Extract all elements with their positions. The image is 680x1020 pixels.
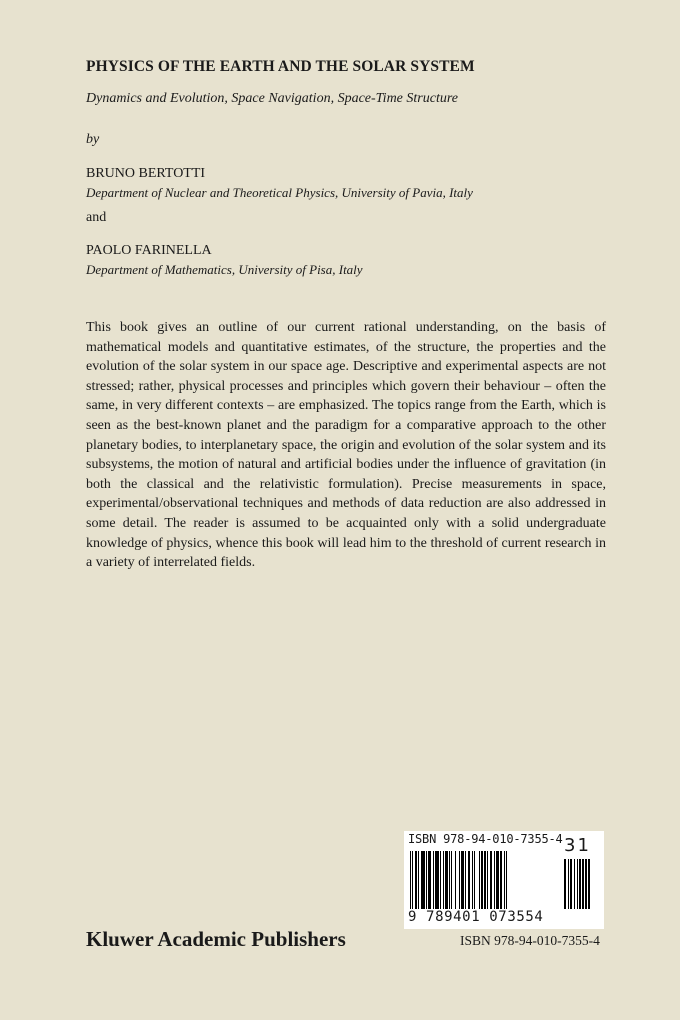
- by-label: by: [86, 132, 100, 147]
- barcode-isbn-label: ISBN 978-94-010-7355-4: [408, 832, 563, 846]
- author-affiliation-1: Department of Nuclear and Theoretical Physics, University of Pavia, Italy: [86, 185, 473, 200]
- book-subtitle: Dynamics and Evolution, Space Navigation, Space-Time Structure: [86, 91, 458, 106]
- barcode-addon-bars: [564, 859, 600, 909]
- isbn-text: ISBN 978-94-010-7355-4: [460, 933, 600, 948]
- publisher-name: Kluwer Academic Publishers: [86, 927, 346, 951]
- book-description: This book gives an outline of our current rational understanding, on the basis of mathematical models and quantitative estimates, of the structure, the properties and the evolution of the solar system in our space age. Descriptive and experimental aspects are not stressed; rather, physical processes and principles which govern their behaviour – often the same, in very different contexts – are emphasized. The topics range from the Earth, which is seen as the best-known planet and the paradigm for a comparative approach to the other planetary bodies, to interplanetary space, the origin and evolution of the solar system and its subsystems, the motion of natural and artificial bodies under the influence of gravitation (in both the classical and the relativistic formulation). Precise measurements in space, experimental/observational techniques and methods of data reduction are also addressed in some detail. The reader is assumed to be acquainted only with a solid undergraduate knowledge of physics, whence this book will lead him to the threshold of current research in a variety of interrelated fields.: [86, 320, 606, 571]
- author-affiliation-2: Department of Mathematics, University of Pisa, Italy: [86, 262, 363, 277]
- barcode-bar: [507, 851, 508, 909]
- barcode-digits: 9 789401 073554: [408, 909, 544, 925]
- author-name-2: PAOLO FARINELLA: [86, 243, 212, 258]
- barcode-addon-bar: [588, 859, 590, 909]
- barcode-price-code: 31: [564, 835, 591, 856]
- and-label: and: [86, 210, 107, 225]
- book-title: PHYSICS OF THE EARTH AND THE SOLAR SYSTEM: [86, 58, 475, 75]
- author-name-1: BRUNO BERTOTTI: [86, 166, 206, 181]
- isbn-barcode: [404, 831, 604, 929]
